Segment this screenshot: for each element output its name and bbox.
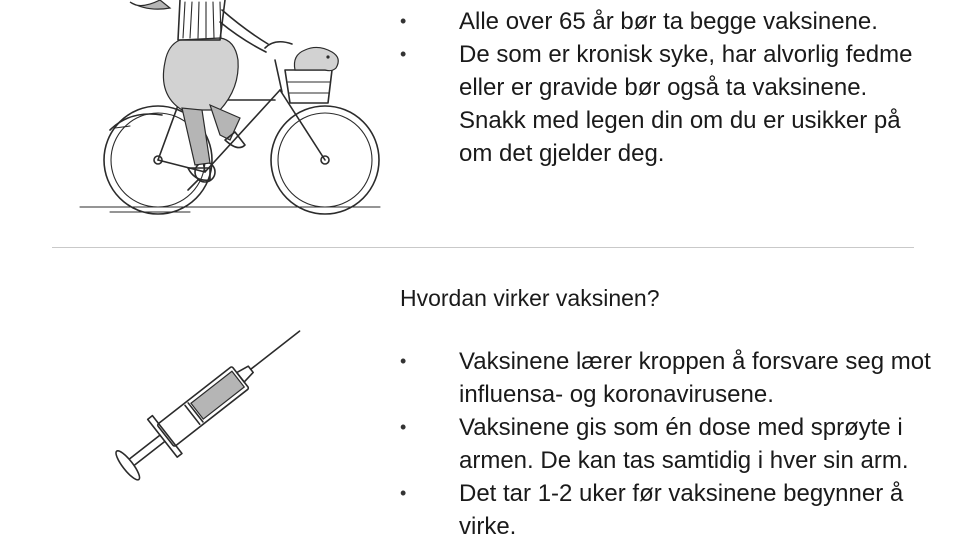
bullet-item [400,5,940,38]
syringe-icon [95,315,315,495]
bullet-item [400,477,940,540]
how-it-works-bullet-list [400,345,940,540]
bullet-text: Alle over 65 år bør ta begge vaksinene. [459,8,878,35]
bullet-dot: • [400,11,407,31]
bullet-item [400,38,940,170]
bullet-dot: • [400,417,407,437]
bullet-text: De som er kronisk syke, har alvorlig fedme eller er gravide bør også ta vaksinene. Snakk med legen din om du er usikker på om det gjelder deg. [459,41,913,167]
bullet-dot: • [400,483,407,503]
bullet-dot: • [400,351,407,371]
woman-on-bicycle-with-dog-icon [70,0,390,220]
bullet-item [400,345,940,411]
eligibility-bullet-list [400,5,940,170]
bullet-text: Det tar 1-2 uker før vaksinene begynner å virke. [459,480,904,540]
section-divider [52,247,914,248]
section-heading: Hvordan virker vaksinen? [400,285,660,311]
bullet-text: Vaksinene lærer kroppen å forsvare seg mot influensa- og koronavirusene. [459,348,931,408]
bullet-text: Vaksinene gis som én dose med sprøyte i armen. De kan tas samtidig i hver sin arm. [459,414,909,474]
bullet-item [400,411,940,477]
bullet-dot: • [400,44,407,64]
